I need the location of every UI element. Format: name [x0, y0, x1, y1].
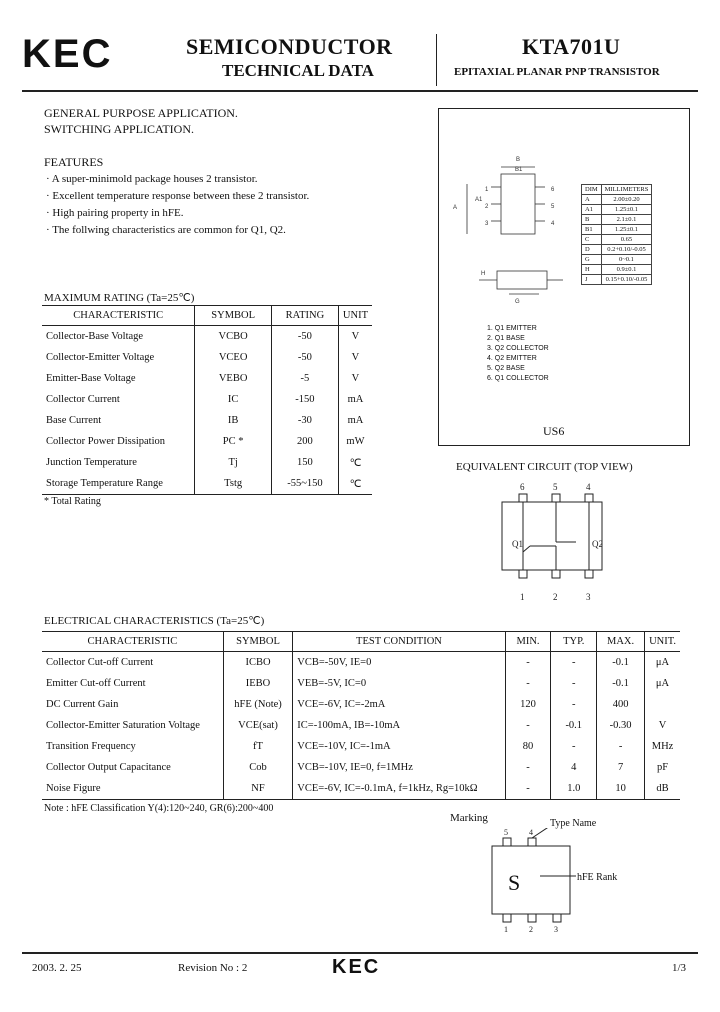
marking-bottom-pin: 2 [529, 925, 533, 934]
table-row [42, 347, 372, 368]
top-pin-label: 5 [553, 482, 558, 492]
application-2: SWITCHING APPLICATION. [44, 122, 194, 136]
cell: Collector Output Capacitance [46, 762, 171, 773]
cell: VCB=-50V, IE=0 [293, 652, 505, 674]
svg-text:A: A [453, 205, 458, 211]
cell: VCBO [195, 326, 272, 348]
cell [645, 694, 680, 715]
footer-date: 2003. 2. 25 [32, 962, 82, 974]
svg-text:1: 1 [485, 187, 489, 193]
footer-kec-logo: KEC [332, 956, 381, 978]
dim-label: B [582, 215, 602, 225]
dim-label: D [582, 245, 602, 255]
cell: Storage Temperature Range [42, 473, 195, 495]
cell: -150 [271, 389, 338, 410]
pin-assignment: 2. Q1 BASE [487, 335, 525, 342]
package-outline-box [438, 108, 690, 446]
cell: 80 [505, 736, 551, 757]
feature-item: · A super-minimold package houses 2 transistor. [46, 173, 258, 185]
cell: V [338, 326, 372, 348]
dim-value: 2.00±0.20 [601, 195, 652, 205]
dim-value: 0.2+0.10/-0.05 [601, 245, 652, 255]
dim-label: J [582, 275, 602, 285]
cell: Emitter Cut-off Current [46, 678, 146, 689]
cell: IB [195, 410, 272, 431]
svg-text:H: H [481, 271, 486, 277]
cell: 4 [551, 757, 597, 778]
cell: mW [338, 431, 372, 452]
cell: Collector Current [46, 394, 120, 405]
cell: - [551, 652, 597, 674]
cell: VCB=-10V, IE=0, f=1MHz [293, 757, 505, 778]
cell: - [551, 673, 597, 694]
svg-text:B: B [516, 157, 521, 163]
max-rating-footnote: * Total Rating [44, 496, 101, 507]
kec-logo: KEC [22, 32, 113, 76]
dim-header: DIM [582, 185, 602, 195]
column-header: TYP. [551, 632, 597, 652]
cell: Junction Temperature [46, 457, 137, 468]
cell: IEBO [223, 673, 293, 694]
table-row [42, 757, 680, 778]
application-1: GENERAL PURPOSE APPLICATION. [44, 106, 238, 120]
dim-label: C [582, 235, 602, 245]
dim-label: B1 [582, 225, 602, 235]
max-rating-title: MAXIMUM RATING (Ta=25℃) [44, 292, 195, 304]
cell: Collector-Emitter Voltage [46, 352, 155, 363]
cell: Collector-Emitter Saturation Voltage [46, 720, 200, 731]
dim-value: 1.25±0.1 [601, 225, 652, 235]
cell: pF [645, 757, 680, 778]
marking-top-pin: 4 [529, 828, 533, 837]
hfe-rank-label: hFE Rank [577, 872, 618, 883]
cell: VCE=-6V, IC=-2mA [293, 694, 505, 715]
table-row [42, 673, 680, 694]
cell: IC [195, 389, 272, 410]
pin-assignment: 1. Q1 EMITTER [487, 325, 537, 332]
cell: Cob [223, 757, 293, 778]
feature-item: · High pairing property in hFE. [46, 207, 184, 219]
table-row [42, 736, 680, 757]
cell: μA [645, 673, 680, 694]
marking-title: Marking [450, 812, 488, 824]
dim-value: 1.25±0.1 [601, 205, 652, 215]
transistor-type: EPITAXIAL PLANAR PNP TRANSISTOR [454, 66, 660, 78]
cell: -50 [271, 326, 338, 348]
cell: VCE(sat) [223, 715, 293, 736]
cell: MHz [645, 736, 680, 757]
svg-text:6: 6 [551, 187, 555, 193]
cell: 1.0 [551, 778, 597, 800]
cell: V [338, 347, 372, 368]
cell: -0.1 [551, 715, 597, 736]
cell: V [338, 368, 372, 389]
svg-text:4: 4 [551, 221, 555, 227]
marking-bottom-pin: 3 [554, 925, 558, 934]
cell: Emitter-Base Voltage [46, 373, 136, 384]
cell: ℃ [338, 473, 372, 495]
bottom-pin-label: 2 [553, 592, 558, 602]
column-header: SYMBOL [195, 306, 272, 326]
table-row [42, 452, 372, 473]
column-header: CHARACTERISTIC [42, 306, 195, 326]
cell: mA [338, 389, 372, 410]
table-row [42, 431, 372, 452]
equivalent-circuit-diagram [490, 480, 630, 608]
cell: 120 [505, 694, 551, 715]
cell: 200 [271, 431, 338, 452]
cell: VCEO [195, 347, 272, 368]
cell: -55~150 [271, 473, 338, 495]
column-header: MIN. [505, 632, 551, 652]
table-row [42, 389, 372, 410]
svg-text:2: 2 [485, 204, 489, 210]
column-header: SYMBOL [223, 632, 293, 652]
pin-assignment-list [487, 324, 549, 384]
cell: 400 [597, 694, 645, 715]
feature-item: · The follwing characteristics are common for Q1, Q2. [46, 224, 286, 236]
cell: -5 [271, 368, 338, 389]
cell: PC * [195, 431, 272, 452]
column-header: RATING [271, 306, 338, 326]
dim-value: 2.1±0.1 [601, 215, 652, 225]
cell: VEB=-5V, IC=0 [293, 673, 505, 694]
top-pin-label: 6 [520, 482, 525, 492]
header-rule [22, 90, 698, 92]
equivalent-circuit-title: EQUIVALENT CIRCUIT (TOP VIEW) [456, 461, 633, 473]
table-row [42, 694, 680, 715]
cell: - [505, 778, 551, 800]
technical-data-title: TECHNICAL DATA [222, 61, 374, 80]
cell: -0.1 [597, 673, 645, 694]
marking-diagram [488, 828, 584, 936]
features-title: FEATURES [44, 155, 104, 169]
svg-text:5: 5 [551, 204, 555, 210]
table-row [42, 778, 680, 800]
cell: VCE=-10V, IC=-1mA [293, 736, 505, 757]
dim-value: 0~0.1 [601, 255, 652, 265]
cell: μA [645, 652, 680, 674]
footer-page-number: 1/3 [672, 962, 687, 974]
q1-label: Q1 [512, 539, 523, 549]
cell: - [597, 736, 645, 757]
cell: -50 [271, 347, 338, 368]
max-rating-table [42, 305, 372, 495]
electrical-table [42, 631, 680, 800]
top-pin-label: 4 [586, 482, 591, 492]
feature-item: · Excellent temperature response between these 2 transistor. [46, 190, 310, 202]
svg-text:3: 3 [485, 221, 489, 227]
type-name-label: Type Name [550, 818, 597, 829]
pin-assignment: 5. Q2 BASE [487, 365, 525, 372]
cell: VEBO [195, 368, 272, 389]
package-name: US6 [543, 424, 565, 438]
cell: - [551, 694, 597, 715]
table-row [42, 473, 372, 495]
cell: Noise Figure [42, 778, 223, 800]
q2-label: Q2 [592, 539, 603, 549]
dim-label: H [582, 265, 602, 275]
footer-rule [22, 952, 698, 954]
bottom-pin-label: 1 [520, 592, 525, 602]
pin-assignment: 6. Q1 COLLECTOR [487, 375, 549, 382]
hfe-classification-note: Note : hFE Classification Y(4):120~240, GR(6):200~400 [44, 803, 274, 814]
cell: - [505, 715, 551, 736]
cell: Tj [195, 452, 272, 473]
column-header: MAX. [597, 632, 645, 652]
cell: Tstg [195, 473, 272, 495]
cell: fT [223, 736, 293, 757]
semiconductor-title: SEMICONDUCTOR [186, 34, 393, 59]
dim-label: A [582, 195, 602, 205]
cell: Collector Cut-off Current [46, 657, 154, 668]
cell: ICBO [223, 652, 293, 674]
cell: mA [338, 410, 372, 431]
cell: - [505, 673, 551, 694]
table-row [42, 652, 680, 674]
header-divider [436, 34, 437, 86]
column-header: UNIT. [645, 632, 680, 652]
marking-top-pin: 5 [504, 828, 508, 837]
marking-letter: S [508, 870, 521, 895]
cell: NF [223, 778, 293, 800]
cell: 150 [271, 452, 338, 473]
cell: VCE=-6V, IC=-0.1mA, f=1kHz, Rg=10kΩ [293, 778, 505, 800]
cell: V [645, 715, 680, 736]
svg-text:G: G [515, 299, 520, 305]
cell: - [551, 736, 597, 757]
table-row [42, 368, 372, 389]
column-header: CHARACTERISTIC [42, 632, 223, 652]
cell: Transition Frequency [46, 741, 136, 752]
pin-assignment: 4. Q2 EMITTER [487, 355, 537, 362]
cell: hFE (Note) [223, 694, 293, 715]
footer-revision: Revision No : 2 [178, 962, 248, 974]
bottom-pin-label: 3 [586, 592, 591, 602]
dim-header: MILLIMETERS [601, 185, 652, 195]
column-header: UNIT [338, 306, 372, 326]
table-row [42, 410, 372, 431]
cell: 7 [597, 757, 645, 778]
cell: -0.1 [597, 652, 645, 674]
table-row [42, 715, 680, 736]
pin-assignment: 3. Q2 COLLECTOR [487, 345, 549, 352]
cell: dB [645, 778, 680, 800]
cell: ℃ [338, 452, 372, 473]
dim-value: 0.9±0.1 [601, 265, 652, 275]
dim-label: A1 [582, 205, 602, 215]
column-header: TEST CONDITION [293, 632, 505, 652]
cell: -0.30 [597, 715, 645, 736]
cell: IC=-100mA, IB=-10mA [293, 715, 505, 736]
part-number: KTA701U [522, 34, 621, 59]
cell: 10 [597, 778, 645, 800]
cell: DC Current Gain [46, 699, 119, 710]
cell: Collector-Base Voltage [46, 331, 144, 342]
electrical-title: ELECTRICAL CHARACTERISTICS (Ta=25℃) [44, 615, 265, 627]
cell: Collector Power Dissipation [46, 436, 165, 447]
svg-text:B1: B1 [515, 167, 523, 173]
cell: - [505, 652, 551, 674]
dim-value: 0.15+0.10/-0.05 [601, 275, 652, 285]
cell: -30 [271, 410, 338, 431]
svg-text:A1: A1 [475, 197, 483, 203]
dim-label: G [582, 255, 602, 265]
cell: Base Current [46, 415, 102, 426]
dimension-table [581, 184, 652, 285]
cell: - [505, 757, 551, 778]
dim-value: 0.65 [601, 235, 652, 245]
marking-bottom-pin: 1 [504, 925, 508, 934]
table-row [42, 326, 372, 348]
